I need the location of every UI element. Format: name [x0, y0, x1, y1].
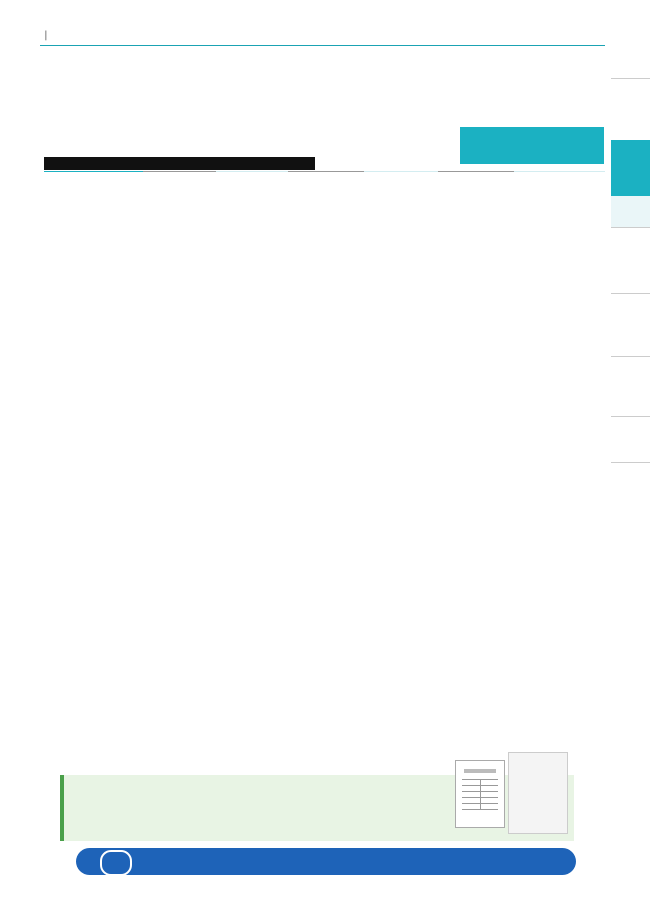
- accuracy-header: [143, 171, 217, 172]
- nav-taps[interactable]: [611, 78, 650, 141]
- side-index-nav: [611, 18, 650, 858]
- glist-header: |: [44, 30, 48, 41]
- nav-stock-list[interactable]: [611, 196, 650, 228]
- nav-index[interactable]: [611, 416, 650, 463]
- header-divider: [40, 45, 605, 46]
- nav-round-dies[interactable]: [611, 228, 650, 294]
- class-badge-jp: [460, 127, 604, 133]
- inspection-machine-image: [508, 752, 568, 834]
- nav-rolling-tools[interactable]: [611, 293, 650, 357]
- accuracy-header: [438, 171, 514, 172]
- nav-other-products[interactable]: [611, 356, 650, 417]
- thread-size-header: [44, 171, 143, 172]
- section-strip: [44, 157, 315, 170]
- certificate-doc-icon: [456, 761, 504, 827]
- certificate-image: [455, 760, 505, 828]
- gauge-stock-table: [44, 171, 605, 172]
- price-header: [216, 171, 288, 172]
- nav-drills[interactable]: [611, 18, 650, 79]
- class-badge: [460, 127, 604, 164]
- price-header: [514, 171, 605, 172]
- price-header: [364, 171, 438, 172]
- nav-gauges[interactable]: [611, 140, 650, 197]
- accuracy-header: [288, 171, 364, 172]
- osg-app-banner[interactable]: [76, 848, 576, 875]
- osg-logo-icon: [100, 850, 132, 876]
